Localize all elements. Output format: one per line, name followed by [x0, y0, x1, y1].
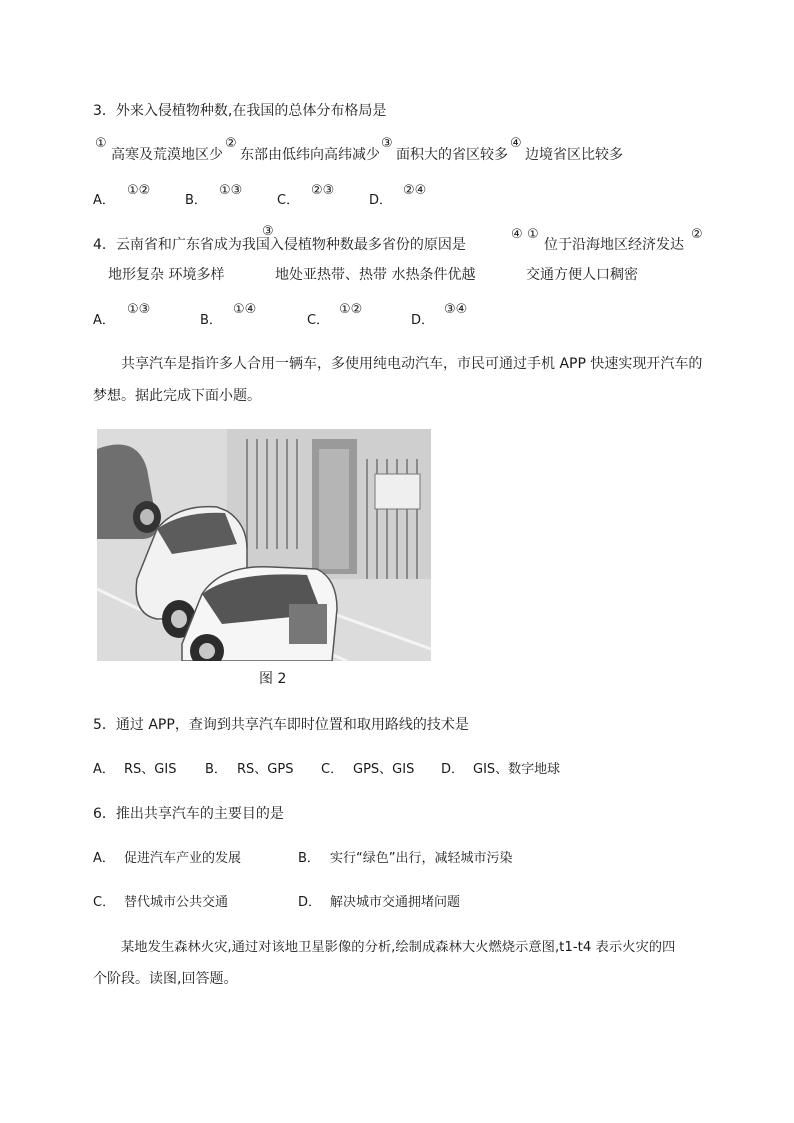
q4-line-b-2: 地处亚热带、热带 水热条件优越 [275, 267, 476, 283]
q3-option-a-letter: A． [93, 193, 115, 208]
q4-option-a-letter: A． [93, 313, 115, 328]
q4-option-d-value: ③④ [444, 302, 468, 317]
figure-caption: 图 2 [259, 671, 287, 687]
passage1-line1: 共享汽车是指许多人合用一辆车，多使用纯电动汽车，市民可通过手机 APP 快速实现开汽车的 [121, 356, 703, 372]
q5-option-d-letter: D． [441, 762, 465, 777]
q3-option-c-value: ②③ [311, 183, 335, 198]
q3-item-1-mark: ① [95, 136, 107, 151]
shared-car-photo [97, 429, 431, 661]
q6-option-a-letter: A． [93, 851, 115, 866]
q5-option-d-value: GIS、数字地球 [473, 762, 561, 777]
q3-option-b-value: ①③ [219, 183, 243, 198]
q4-mark-3: ③ [262, 224, 274, 239]
q5-option-a-value: RS、GIS [124, 762, 177, 777]
q4-option-d-letter: D． [411, 313, 435, 328]
q3-item-4-text: 边境省区比较多 [525, 147, 623, 163]
q6-option-b-value: 实行“绿色”出行，减轻城市污染 [330, 851, 513, 866]
q5-option-a-letter: A． [93, 762, 115, 777]
q6-option-a-value: 促进汽车产业的发展 [124, 851, 242, 866]
q5-stem: 5．通过 APP，查询到共享汽车即时位置和取用路线的技术是 [93, 717, 469, 733]
q5-option-b-letter: B． [205, 762, 227, 777]
q3-option-b-letter: B． [185, 193, 207, 208]
q6-option-c-value: 替代城市公共交通 [124, 895, 229, 910]
q3-item-3-mark: ③ [381, 136, 393, 151]
passage2-line1: 某地发生森林火灾,通过对该地卫星影像的分析,绘制成森林大火燃烧示意图,t1-t4 表示火灾的四 [121, 940, 676, 955]
q4-line-b-3: 交通方便人口稠密 [526, 267, 638, 283]
q6-option-d-letter: D． [298, 895, 322, 910]
q4-mark-4: ④ [511, 227, 523, 242]
q4-line-a: 位于沿海地区经济发达 [544, 237, 684, 253]
q6-option-d-value: 解决城市交通拥堵问题 [330, 895, 461, 910]
q4-option-a-value: ①③ [127, 302, 151, 317]
q4-mark-2: ② [691, 227, 703, 242]
q4-line-b-1: 地形复杂 环境多样 [108, 267, 225, 283]
q3-option-a-value: ①② [127, 183, 151, 198]
q3-stem: 3．外来入侵植物种数,在我国的总体分布格局是 [93, 103, 387, 119]
q3-option-c-letter: C． [277, 193, 300, 208]
q3-item-3-text: 面积大的省区较多 [396, 147, 508, 163]
q4-option-b-value: ①④ [233, 302, 257, 317]
q3-option-d-letter: D． [369, 193, 393, 208]
passage1-line2: 梦想。据此完成下面小题。 [93, 388, 261, 404]
q3-option-d-value: ②④ [403, 183, 427, 198]
q3-item-4-mark: ④ [510, 136, 522, 151]
q5-option-b-value: RS、GPS [237, 762, 294, 777]
q4-mark-1: ① [527, 227, 539, 242]
q3-item-1-text: 高寒及荒漠地区少 [111, 147, 223, 163]
q3-item-2-mark: ② [225, 136, 237, 151]
passage2-line2: 个阶段。读图,回答题。 [93, 971, 238, 987]
q6-option-b-letter: B． [298, 851, 320, 866]
q4-option-b-letter: B． [200, 313, 222, 328]
q4-stem: 4．云南省和广东省成为我国入侵植物种数最多省份的原因是 [93, 237, 466, 253]
q6-option-c-letter: C． [93, 895, 116, 910]
q4-option-c-value: ①② [339, 302, 363, 317]
q4-option-c-letter: C． [307, 313, 330, 328]
q5-option-c-letter: C． [321, 762, 344, 777]
q5-option-c-value: GPS、GIS [353, 762, 415, 777]
q3-item-2-text: 东部由低纬向高纬减少 [240, 147, 380, 163]
q6-stem: 6．推出共享汽车的主要目的是 [93, 806, 284, 822]
